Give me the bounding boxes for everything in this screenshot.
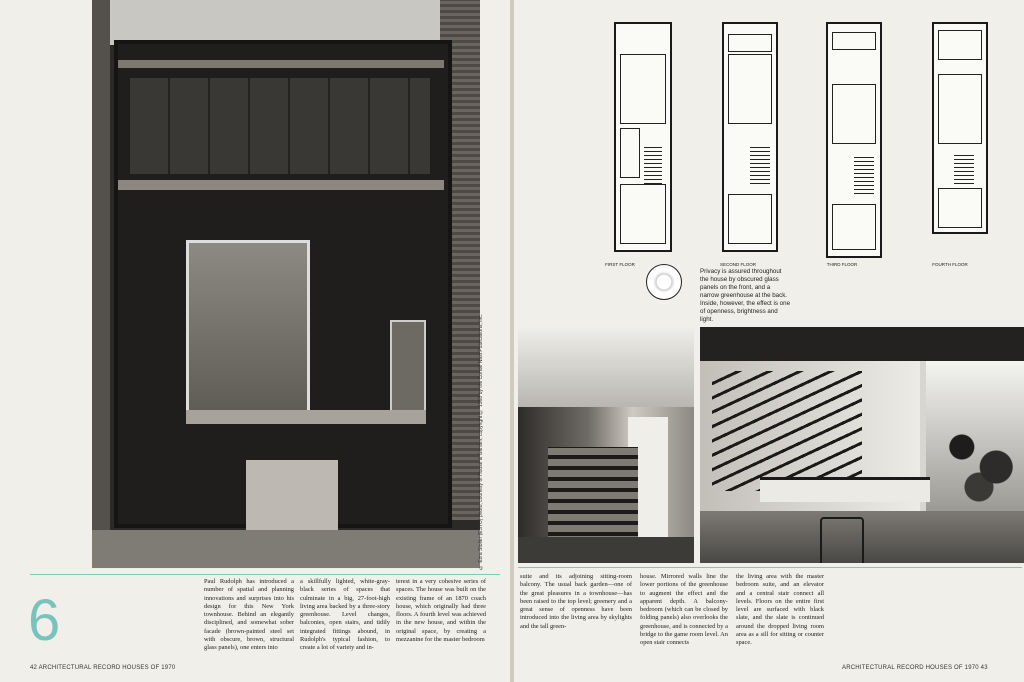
page-folio: 42 ARCHITECTURAL RECORD HOUSES OF 1970 bbox=[30, 665, 176, 671]
facade-photo bbox=[92, 0, 480, 568]
living-area-photo bbox=[700, 327, 1024, 563]
tree-symbol bbox=[646, 264, 682, 300]
floor-plan-fourth bbox=[932, 22, 988, 234]
body-column-5: house. Mirrored walls line the lower portions of the greenhouse to augment the effect and the apparent depth. A balcony-bedroom (which can be closed by folding panels) also overlooks the greenhouse, and is connected by a bridge to the game room level. An open stair connects bbox=[640, 573, 728, 647]
body-column-6: the living area with the master bedroom suite, and an elevator and a central stair connect all levels. Floors on the entire first level are surfaced with black slate, and the slate is continued around the dropped living room area as a sill for sitting or counter space. bbox=[736, 573, 824, 647]
divider-rule-right bbox=[518, 567, 1022, 568]
floor-plan-first bbox=[614, 22, 672, 252]
plan-label-second: SECOND FLOOR bbox=[719, 262, 756, 267]
body-column-2: a skillfully lighted, white-gray-black series of spaces that culminate in a big, 27-foot-high living area backed by a three-story greenhouse. Level changes, balconies, open stairs, and tidily integrated fittings abound, in Rudolph's typical fashion, to create a lot of variety and in- bbox=[300, 578, 390, 652]
page-folio-right: ARCHITECTURAL RECORD HOUSES OF 1970 43 bbox=[842, 665, 988, 671]
stair-hall-photo bbox=[518, 327, 694, 563]
body-column-4: suite and its adjoining sitting-room balcony. The usual back garden—one of the great pleasures in a townhouse—has been raised to the top level; greenery and a great sense of openness have been introduced into the living area by skylights and the tall green- bbox=[520, 573, 632, 630]
plan-label-fourth: FOURTH FLOOR bbox=[932, 262, 968, 267]
divider-rule bbox=[30, 574, 500, 575]
plan-caption: Privacy is assured throughout the house by obscured glass panels on the front, and a narrow greenhouse at the back. Inside, however, the effect is one of openness, brightness and light. bbox=[700, 268, 791, 323]
plan-label-first: FIRST FLOOR bbox=[605, 262, 635, 267]
body-column-1: Paul Rudolph has introduced a number of spatial and planning innovations and surprises into his design for this New York townhouse. Behind an elegantly disciplined, and somewhat sober facade (brown-painted steel set with obscure, brown, structural glass panels), one enters into bbox=[204, 578, 294, 652]
floor-plan-third bbox=[826, 22, 882, 258]
body-column-3: terest in a very cohesive series of spaces. The house was built on the existing frame of an 1870 coach house, which originally had three floors. A fourth level was achieved in the new house, and within the original space, by creating a mezzanine for the master bedroom bbox=[396, 578, 486, 644]
photo-credit: © Ezra Stoller (ESTO) photo, courtesy of House & Garden, copyright © 1968 by the Condé Nast Publications, Inc. bbox=[478, 313, 484, 570]
floor-plan-second bbox=[722, 22, 778, 252]
left-page bbox=[0, 0, 510, 682]
section-number: 6 bbox=[28, 588, 61, 653]
plan-label-third: THIRD FLOOR bbox=[826, 262, 858, 267]
